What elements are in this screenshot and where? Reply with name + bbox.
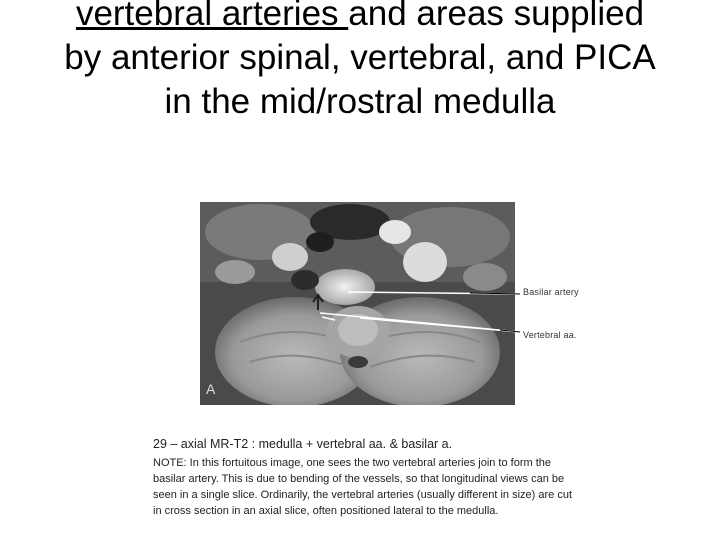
panel-letter: A (206, 381, 216, 397)
figure-caption (153, 437, 583, 519)
basilar-artery-label: Basilar artery (523, 287, 579, 297)
title-rest-part: and areas supplied by anterior spinal, vertebral, and PICA in the mid/rostral medulla (64, 0, 656, 121)
vertebral-pointer-line-2 (360, 318, 520, 332)
caption-note: NOTE: In this fortuitous image, one sees the two vertebral arteries join to form the basilar artery. This is due to bending of the vessels, so that longitudinal views can be seen in a single slice. Ordinarily, the vertebral arteries (usually different in size) are cut in cross section in an axial slice, often positioned lateral to the medulla. (153, 457, 573, 517)
title-underlined-part: vertebral arteries (75, 0, 349, 33)
caption-heading: 29 – axial MR-T2 : medulla + vertebral aa. & basilar a. (153, 437, 453, 451)
vertebral-arteries-label: Vertebral aa. (523, 330, 577, 340)
